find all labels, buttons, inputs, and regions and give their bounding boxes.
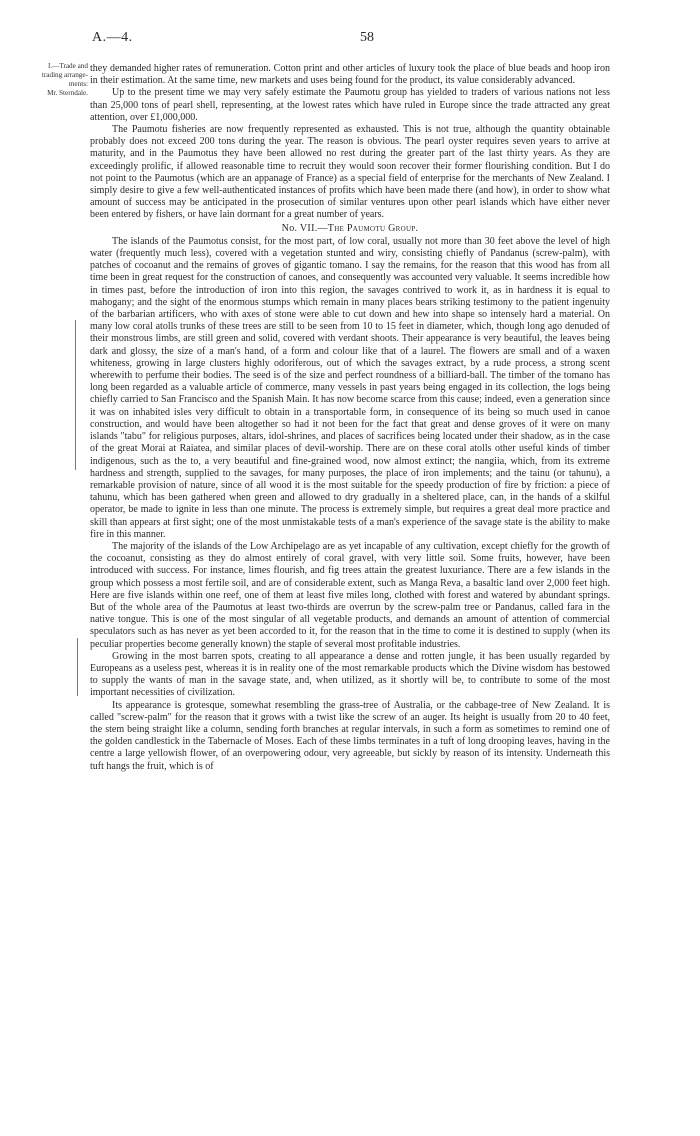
paragraph: Its appearance is grotesque, somewhat resembling the grass-tree of Australia, or the cabbage-tree of New Zealand. It is called "screw-palm" for the reason that it grows with a twist like the screw of an auger. Its height is usually from 20 to 40 feet, the stem being straight like a column, sending forth branches at regular intervals, in such a form as sometimes to remind one of the golden candlestick in the Tabernacle of Moses. Each of these limbs terminates in a tuft of long drooping leaves, having in the centre a large yellowish flower, of an overpowering odour, very agreeable, but sickly by reason of its intensity. Underneath this tuft hangs the fruit, which is of xyxy=(90,699,610,772)
page-number: 58 xyxy=(360,30,374,45)
paragraph: The islands of the Paumotus consist, for the most part, of low coral, usually not more than 30 feet above the level of high water (frequently much less), covered with a vegetation stunted and wiry, consisting chiefly of Pandanus (screw-palm), with patches of cocoanut and the remains of groves of gigantic tomano. I say the remains, for the reason that this wood has from all time been in great request for the construction of canoes, and consequently was accounted very valuable. It seems incredible how in times past, before the introduction of iron into this region, the savages contrived to work it, as in hardness it is equal to mahogany; and the sight of the enormous stumps which remain in many places bears striking testimony to the patient ingenuity of the barbarian artificers, who with axes of stone were able to cut down and hew into shape so intensely hard a material. On many low coral atolls trunks of these trees are still to be seen from 10 to 15 feet in diameter, which, though long ago denuded of their monstrous limbs, are still green and solid, covered with verdant shoots. Their appearance is very beautiful, the leaves being dark and glossy, the size of a man's hand, of a form and colour like that of a laurel. The flowers are small and of a waxen whiteness, growing in large clusters highly odoriferous, out of which the savages extract, by a rude process, a strong scent wherewith to perfume their bodies. The seed is of the size and perfect roundness of a billiard-ball. The timber of the tomano has long been regarded as a valuable article of commerce, many vessels in past years being engaged in its collection, the logs being chiefly carried to San Francisco and the Spanish Main. It has now become scarce from this cause; indeed, even a generation since it was on inhabited isles very difficult to obtain in a transportable form, in consequence of its being so much used in canoe construction, and would have been altogether so had it not been for the fact that great and dense groves of it were on many islands "tabu" for religious purposes, altars, idol-shrines, and places of sacrifices being located under their shadow, as in the case of the great Morai at Raiatea, and similar places of devil-worship. There are on these coral atolls other useful kinds of timber indigenous, such as the to, a very beautiful and fine-grained wood, now almost extinct; the nangiia, which, from its extreme hardness and strength, supplied to the savages, for many purposes, the place of iron implements; and the tainu (or tahunu), a remarkable provision of nature, since of all wood it is the most suitable for the speedy production of fire by friction: a piece of tahunu, which has been gathered when green and allowed to dry gradually in a sheltered place, can, in the hands of a skilful operator, be made to ignite in less than one minute. The process is extremely simple, but requires a great deal more practice and skill than appears at first sight; one of the most unmistakable tests of a man's experience of the savage state is the ability to make fire in this manner. xyxy=(90,235,610,540)
paragraph: The majority of the islands of the Low Archipelago are as yet incapable of any cultivation, except chiefly for the growth of the cocoanut, consisting as they do almost entirely of coral gravel, with very little soil. Some fruits, however, have been introduced with success. For instance, limes flourish, and fig trees attain the greatest luxuriance. There are a few islands in the group which possess a most fertile soil, and are of considerable extent, such as Manga Reva, a basaltic land over 2,000 feet high. Here are five islands within one reef, one of them at least five miles long, clothed with forest and watered by abundant springs. But of the whole area of the Paumotus at least two-thirds are overrun by the screw-palm tree or Pandanus, called fara in the native tongue. This is one of the most singular of all vegetable products, and demands an amount of attention of commercial speculators such as has never as yet been accorded to it, for the reason that in the time to come it is destined to supply (when its peculiar properties become generally known) the staple of several most profitable industries. xyxy=(90,540,610,650)
margin-note-line: ments: xyxy=(68,80,88,88)
document-reference: A.—4. xyxy=(92,30,133,45)
section-heading xyxy=(90,223,610,235)
page-header xyxy=(92,30,632,50)
pencil-margin-mark xyxy=(77,638,78,696)
margin-note-line: I.—Trade and xyxy=(47,62,88,70)
paragraph: The Paumotu fisheries are now frequently represented as exhausted. This is not true, although the quantity obtainable probably does not exceed 200 tons during the year. The reason is obvious. The pearl oyster requires seven years to arrive at maturity, and in the Paumotus they have been allowed no rest during the greater part of the last thirty years. As they are exceedingly prolific, if allowed reasonable time to recruit they would soon recover their former flourishing condition. But I do not point to the Paumotus (which are an appanage of France) as a special field of enterprise for the merchants of New Zealand. I simply desire to give a few well-authenticated instances of profits which have been made there (and how), in order to show what amount of success may be anticipated in the prosecution of similar ventures upon other pearl islands which have either never been entered by fishers, or have lain dormant for a great number of years. xyxy=(90,124,610,221)
margin-note-line: trading arrange- xyxy=(41,71,88,79)
paragraph: they demanded higher rates of remuneration. Cotton print and other articles of luxury took the place of blue beads and hoop iron in their estimation. At the same time, new markets and uses being found for the product, its value considerably advanced. xyxy=(90,63,610,87)
section-title: The Paumotu Group. xyxy=(327,222,419,234)
paragraph: Up to the present time we may very safely estimate the Paumotu group has yielded to traders of various nations not less than 25,000 tons of pearl shell, representing, at the lowest rates which have ruled in Europe since the trade attracted any great attention, over £1,000,000. xyxy=(90,87,610,123)
margin-note-line: Mr. Sterndale. xyxy=(47,89,88,97)
body-text xyxy=(90,63,610,773)
margin-note xyxy=(22,62,88,98)
section-number: No. VII.— xyxy=(281,222,328,234)
paragraph: Growing in the most barren spots, creating to all appearance a dense and rotten jungle, it has been usually regarded by Europeans as a useless pest, whereas it is in reality one of the most remarkable products which the Divine wisdom has bestowed to supply the wants of man in the savage state, and, when utilized, as it shortly will be, to contribute to some of the most important necessities of civilization. xyxy=(90,650,610,699)
pencil-margin-mark xyxy=(75,320,76,470)
